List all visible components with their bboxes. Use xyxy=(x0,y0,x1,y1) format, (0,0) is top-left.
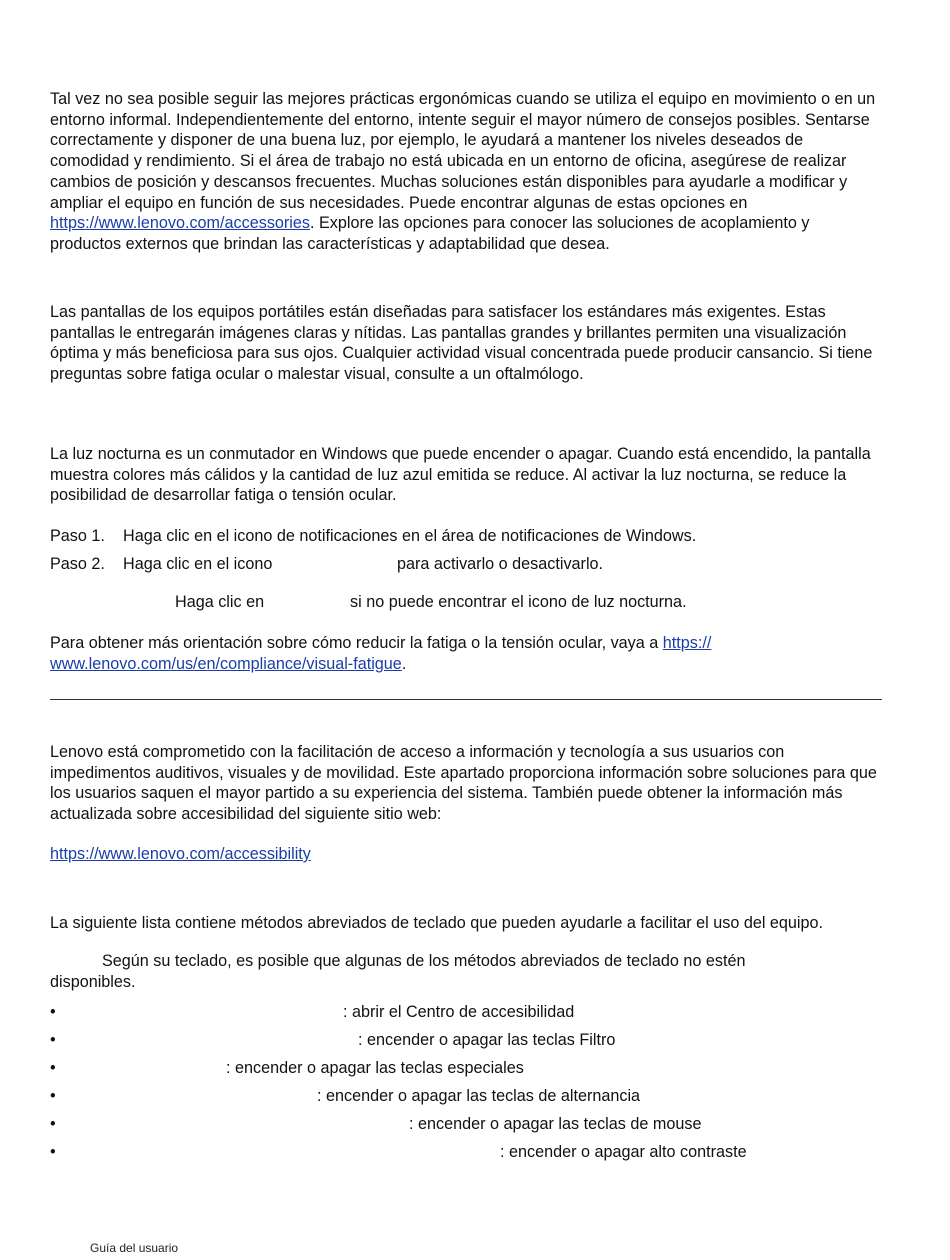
keyboard-note-line1: Según su teclado, es posible que algunas de los métodos abreviados de teclado no estén xyxy=(102,952,746,970)
visual-fatigue-paragraph xyxy=(50,633,882,674)
keyboard-note xyxy=(50,951,882,992)
shortcut-text: : encender o apagar las teclas de alternancia xyxy=(317,1087,641,1105)
bullet-icon: • xyxy=(50,1059,56,1077)
section-divider xyxy=(50,699,882,700)
shortcut-text: : encender o apagar alto contraste xyxy=(500,1143,747,1161)
shortcut-text: : abrir el Centro de accesibilidad xyxy=(343,1003,575,1021)
note-text-a: Haga clic en xyxy=(175,593,265,611)
note-text-b: si no puede encontrar el icono de luz nocturna. xyxy=(350,593,687,611)
accessibility-link[interactable]: https://www.lenovo.com/accessibility xyxy=(50,845,311,863)
step-1-text: Haga clic en el icono de notificaciones en el área de notificaciones de Windows. xyxy=(123,527,697,545)
shortcut-text: : encender o apagar las teclas de mouse xyxy=(409,1115,702,1133)
page-footer: Guía del usuario xyxy=(90,1241,179,1255)
accessibility-paragraph: Lenovo está comprometido con la facilitación de acceso a información y tecnología a sus usuarios con impedimentos auditivos, visuales y de movilidad. Este apartado proporciona información sobre soluciones para que los usuarios saquen el mayor partido a su experiencia del sistema. También puede obtener la información más actualizada sobre accesibilidad del siguiente sitio web: xyxy=(50,743,877,824)
ergonomics-text-end: . Explore las opciones para conocer las soluciones de acoplamiento y productos externos que brindan las características y adaptabilidad que desea. xyxy=(50,214,810,253)
bullet-icon: • xyxy=(50,1031,56,1049)
night-light-paragraph: La luz nocturna es un conmutador en Windows que puede encender o apagar. Cuando está encendido, la pantalla muestra colores más cálidos y la cantidad de luz azul emitida se reduce. Al activar la luz nocturna, se reduce la posibilidad de desarrollar fatiga o tensión ocular. xyxy=(50,445,871,505)
step-2-label: Paso 2. xyxy=(50,555,105,573)
bullet-icon: • xyxy=(50,1087,56,1105)
visual-fatigue-text: Para obtener más orientación sobre cómo reducir la fatiga o la tensión ocular, vaya a xyxy=(50,634,663,652)
accessibility-link-line xyxy=(50,844,882,865)
keyboard-note-line2: disponibles. xyxy=(50,972,136,991)
visual-fatigue-end: . xyxy=(401,654,407,673)
ergonomics-text: Tal vez no sea posible seguir las mejores prácticas ergonómicas cuando se utiliza el equipo en movimiento o en un entorno informal. Independientemente del entorno, intente seguir el mayor número de consejos posibles. Sentarse correctamente y disponer de una buena luz, por ejemplo, le ayudará a mantener los niveles deseados de comodidad y rendimiento. Si el área de trabajo no está ubicada en un entorno de oficina, asegúrese de realizar cambios de posición y descansos frecuentes. Muchas soluciones están disponibles para ayudarle a modificar y ampliar el equipo en función de sus necesidades. Puede encontrar algunas de estas opciones en xyxy=(50,90,876,212)
step-1-label: Paso 1. xyxy=(50,527,105,545)
bullet-icon: • xyxy=(50,1115,56,1133)
step-1 xyxy=(50,526,696,547)
step-2 xyxy=(50,554,882,575)
shortcuts-intro: La siguiente lista contiene métodos abreviados de teclado que pueden ayudarle a facilitar el uso del equipo. xyxy=(50,914,824,932)
visual-fatigue-link-part1[interactable]: https:// xyxy=(662,634,712,652)
step-2-text-b: para activarlo o desactivarlo. xyxy=(397,555,604,573)
visual-fatigue-link-part2[interactable]: www.lenovo.com/us/en/compliance/visual-fatigue xyxy=(50,654,402,673)
bullet-icon: • xyxy=(50,1143,56,1161)
step-2-text-a: Haga clic en el icono xyxy=(123,555,273,573)
display-paragraph: Las pantallas de los equipos portátiles están diseñadas para satisfacer los estándares más exigentes. Estas pantallas le entregarán imágenes claras y nítidas. Las pantallas grandes y brillantes permiten una visualización óptima y más beneficiosa para sus ojos. Cualquier actividad visual concentrada puede producir cansancio. Si tiene preguntas sobre fatiga ocular o malestar visual, consulte a un oftalmólogo. xyxy=(50,303,873,384)
bullet-icon: • xyxy=(50,1003,56,1021)
shortcut-text: : encender o apagar las teclas especiales xyxy=(226,1059,524,1077)
shortcut-text: : encender o apagar las teclas Filtro xyxy=(358,1031,616,1049)
ergonomics-paragraph xyxy=(50,89,882,255)
accessories-link[interactable]: https://www.lenovo.com/accessories xyxy=(50,214,311,233)
